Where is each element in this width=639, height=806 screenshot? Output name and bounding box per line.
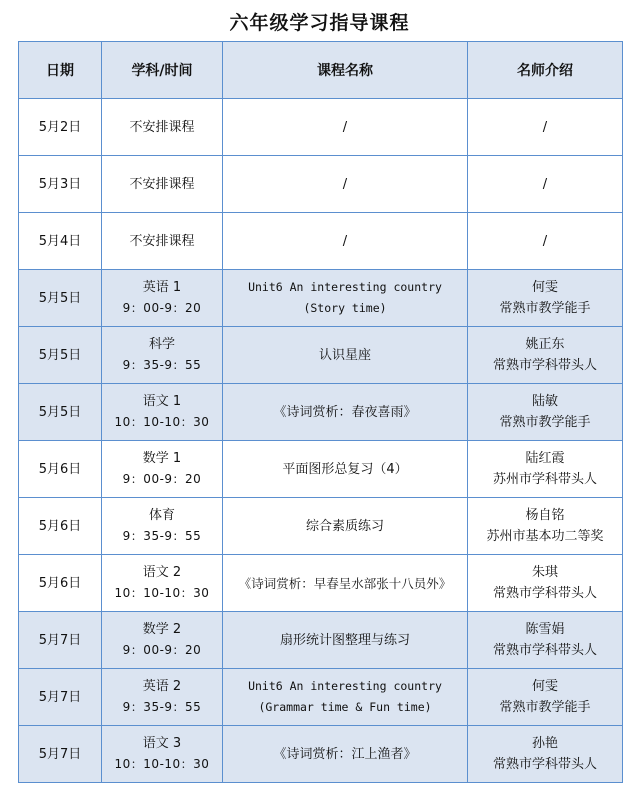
cell-teacher [468,213,623,270]
cell-course [223,270,468,327]
table-header-row [19,42,623,99]
subject-label: 英语 1 [142,280,182,295]
cell-date: 5月5日 [19,384,102,441]
course-label: / [342,119,348,135]
table-row [19,612,623,669]
course-label: 扇形统计图整理与练习 [279,632,410,648]
cell-teacher [468,498,623,555]
teacher-name: / [542,176,548,192]
cell-teacher [468,612,623,669]
table-row [19,156,623,213]
teacher-title: 苏州市学科带头人 [492,472,597,487]
course-sublabel: (Grammar time & Fun time) [258,700,432,714]
teacher-title: 常熟市学科带头人 [492,643,597,658]
table-row [19,213,623,270]
course-sublabel: (Story time) [303,301,387,315]
cell-teacher [468,726,623,783]
cell-subject [102,441,223,498]
cell-date: 5月7日 [19,612,102,669]
cell-course [223,327,468,384]
cell-date: 5月3日 [19,156,102,213]
course-label: 认识星座 [318,347,371,363]
header-subject-time: 学科/时间 [102,42,223,99]
course-label: 《诗词赏析：早春呈水部张十八员外》 [238,575,452,591]
subject-label: 不安排课程 [129,233,195,249]
cell-date: 5月5日 [19,327,102,384]
cell-subject [102,669,223,726]
cell-course [223,213,468,270]
course-label: 综合素质练习 [305,518,384,534]
cell-date: 5月4日 [19,213,102,270]
table-row [19,669,623,726]
cell-date: 5月5日 [19,270,102,327]
course-label: / [342,233,348,249]
course-label: 《诗词赏析：春夜喜雨》 [273,404,417,420]
cell-subject [102,555,223,612]
time-slot: 9：35-9：55 [122,358,202,372]
teacher-name: 陈雪娟 [525,622,565,637]
page-title: 六年级学习指导课程 [229,12,410,34]
cell-subject [102,384,223,441]
time-slot: 9：35-9：55 [122,529,202,543]
cell-subject [102,612,223,669]
cell-date: 5月6日 [19,498,102,555]
cell-subject [102,213,223,270]
teacher-title: 常熟市教学能手 [499,415,591,430]
cell-subject [102,726,223,783]
table-row [19,441,623,498]
cell-subject [102,498,223,555]
teacher-title: 常熟市学科带头人 [492,358,597,373]
subject-label: 英语 2 [142,679,182,694]
teacher-name: 陆敏 [531,394,558,409]
table-row [19,555,623,612]
time-slot: 9：00-9：20 [122,472,202,486]
header-course: 课程名称 [223,42,468,99]
cell-teacher [468,669,623,726]
time-slot: 10：10-10：30 [114,415,210,429]
header-teacher: 名师介绍 [468,42,623,99]
teacher-name: 朱琪 [531,565,558,580]
subject-label: 不安排课程 [129,119,195,135]
teacher-title: 常熟市教学能手 [499,700,591,715]
course-label: 平面图形总复习（4） [282,461,408,477]
subject-label: 体育 [148,508,175,523]
cell-course [223,156,468,213]
table-row [19,498,623,555]
course-label: / [342,176,348,192]
table-row [19,726,623,783]
time-slot: 9：00-9：20 [122,643,202,657]
table-row [19,99,623,156]
cell-course [223,669,468,726]
table-row [19,384,623,441]
course-label: Unit6 An interesting country [248,280,442,294]
cell-date: 5月7日 [19,726,102,783]
teacher-name: / [542,233,548,249]
cell-teacher [468,156,623,213]
cell-date: 5月7日 [19,669,102,726]
table-row [19,327,623,384]
table-row [19,270,623,327]
subject-label: 语文 2 [142,565,182,580]
teacher-name: 孙艳 [531,736,558,751]
subject-label: 语文 1 [142,394,182,409]
subject-label: 数学 1 [142,451,182,466]
cell-course [223,555,468,612]
cell-subject [102,327,223,384]
cell-subject [102,270,223,327]
subject-label: 不安排课程 [129,176,195,192]
time-slot: 10：10-10：30 [114,757,210,771]
cell-subject [102,156,223,213]
cell-date: 5月6日 [19,441,102,498]
teacher-name: 姚正东 [525,337,565,352]
teacher-title: 常熟市学科带头人 [492,757,597,772]
subject-label: 数学 2 [142,622,182,637]
time-slot: 10：10-10：30 [114,586,210,600]
cell-course [223,441,468,498]
teacher-name: 陆红霞 [525,451,565,466]
subject-label: 科学 [148,337,175,352]
cell-course [223,99,468,156]
cell-teacher [468,384,623,441]
cell-teacher [468,99,623,156]
teacher-name: / [542,119,548,135]
teacher-title: 常熟市学科带头人 [492,586,597,601]
cell-course [223,498,468,555]
cell-date: 5月2日 [19,99,102,156]
cell-teacher [468,270,623,327]
time-slot: 9：35-9：55 [122,700,202,714]
cell-subject [102,99,223,156]
course-label: Unit6 An interesting country [248,679,442,693]
cell-course [223,726,468,783]
teacher-title: 常熟市教学能手 [499,301,591,316]
teacher-name: 杨自铭 [525,508,565,523]
teacher-title: 苏州市基本功二等奖 [486,529,604,544]
cell-course [223,612,468,669]
header-date: 日期 [19,42,102,99]
course-label: 《诗词赏析：江上渔者》 [273,746,417,762]
teacher-name: 何雯 [531,679,558,694]
time-slot: 9：00-9：20 [122,301,202,315]
cell-date: 5月6日 [19,555,102,612]
cell-teacher [468,441,623,498]
course-schedule-table [18,41,623,783]
teacher-name: 何雯 [531,280,558,295]
cell-teacher [468,327,623,384]
cell-teacher [468,555,623,612]
cell-course [223,384,468,441]
subject-label: 语文 3 [142,736,182,751]
